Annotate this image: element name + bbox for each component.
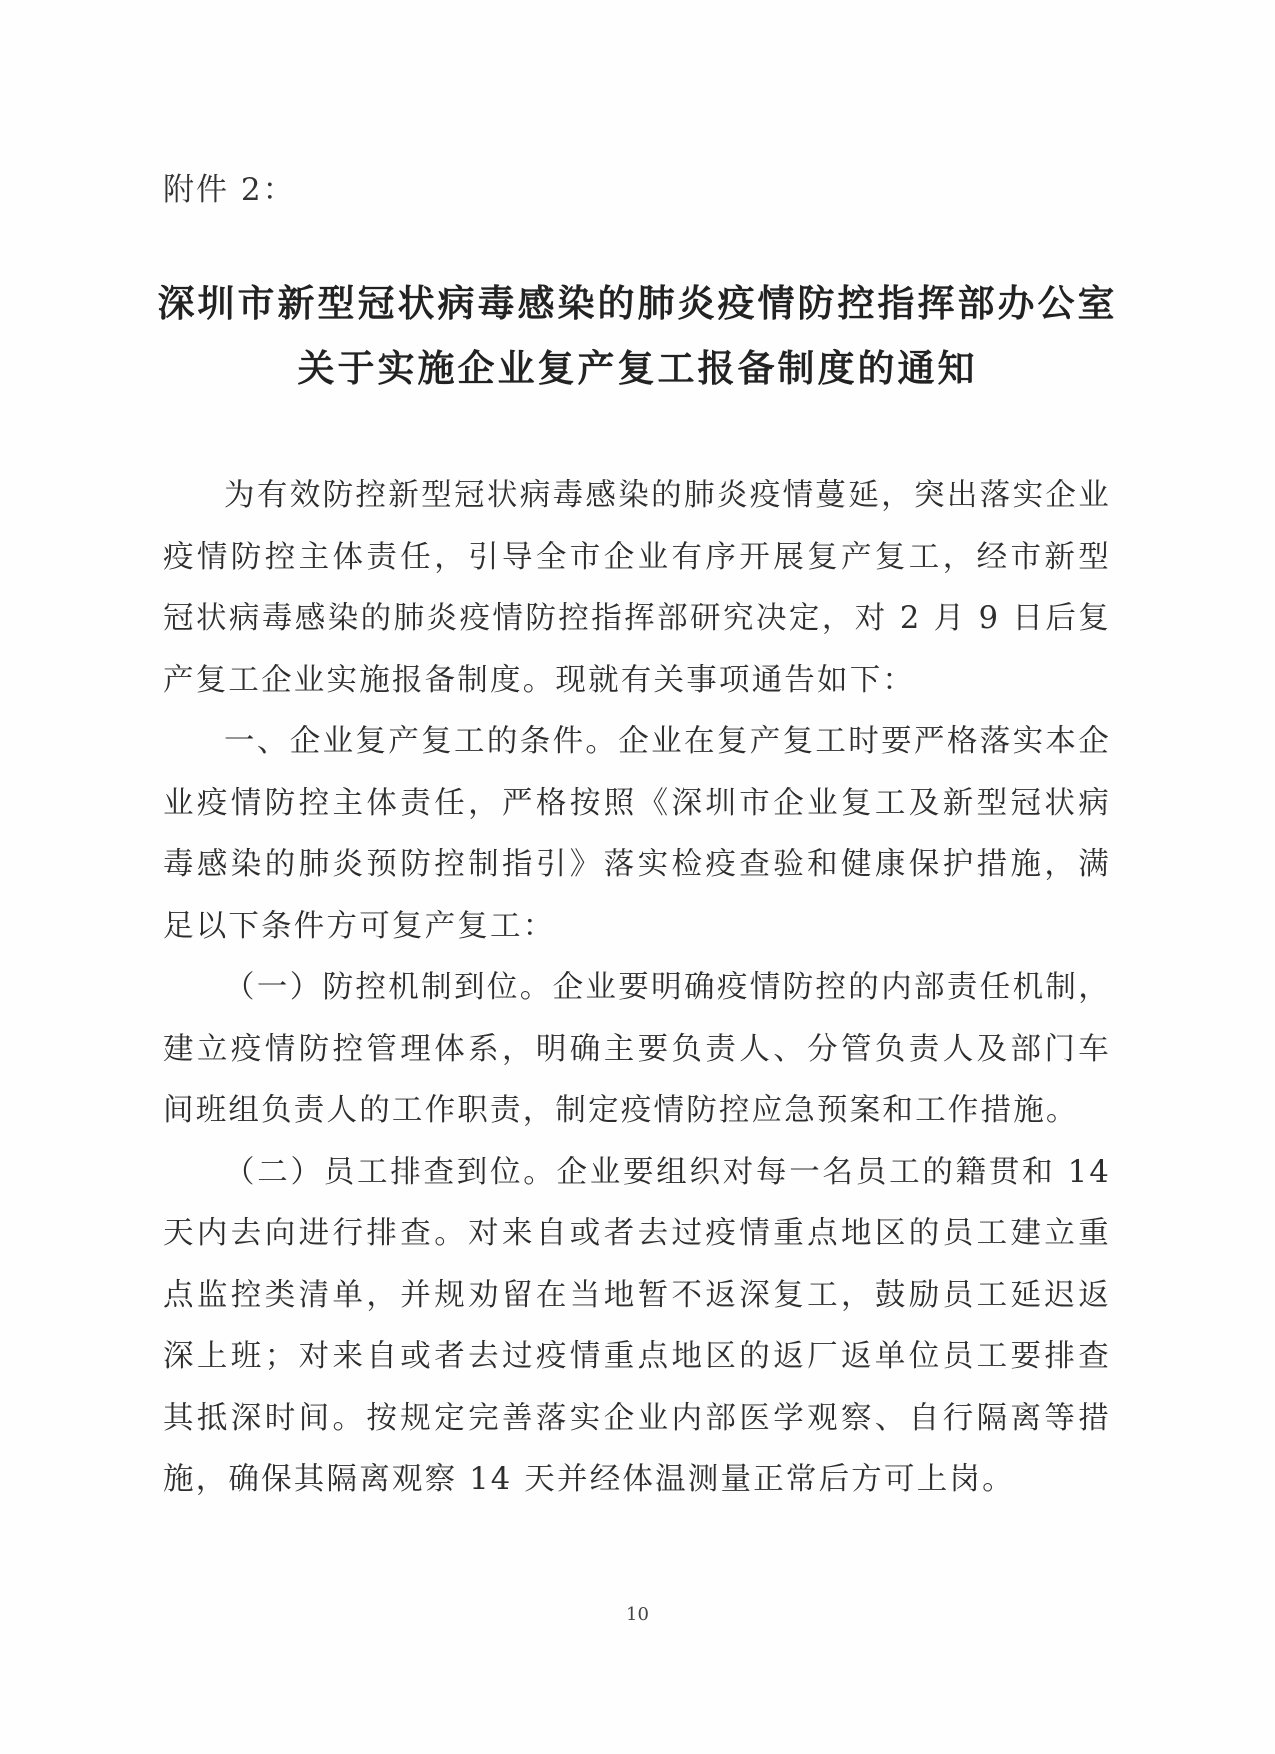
- paragraph-item-1: （一）防控机制到位。企业要明确疫情防控的内部责任机制，建立疫情防控管理体系，明确主要负责人、分管负责人及部门车间班组负责人的工作职责，制定疫情防控应急预案和工作措施。: [163, 970, 1111, 1128]
- page-number: 10: [626, 1604, 649, 1625]
- document-body: [163, 465, 1111, 1511]
- paragraph-section-1: 一、企业复产复工的条件。企业在复产复工时要严格落实本企业疫情防控主体责任，严格按照《深圳市企业复工及新型冠状病毒感染的肺炎预防控制指引》落实检疫查验和健康保护措施，满足以下条件方可复产复工：: [163, 724, 1111, 944]
- document-title-line-2: 关于实施企业复产复工报备制度的通知: [297, 347, 978, 390]
- paragraph-intro: 为有效防控新型冠状病毒感染的肺炎疫情蔓延，突出落实企业疫情防控主体责任，引导全市企业有序开展复产复工，经市新型冠状病毒感染的肺炎疫情防控指挥部研究决定，对 2 月 9 日后复产复工企业实施报备制度。现就有关事项通告如下：: [163, 478, 1111, 698]
- paragraph-item-2: （二）员工排查到位。企业要组织对每一名员工的籍贯和 14 天内去向进行排查。对来自或者去过疫情重点地区的员工建立重点监控类清单，并规劝留在当地暂不返深复工，鼓励员工延迟返深上班；对来自或者去过疫情重点地区的返厂返单位员工要排查其抵深时间。按规定完善落实企业内部医学观察、自行隔离等措施，确保其隔离观察 14 天并经体温测量正常后方可上岗。: [163, 1154, 1111, 1497]
- document-title-line-1: 深圳市新型冠状病毒感染的肺炎疫情防控指挥部办公室: [157, 282, 1118, 325]
- attachment-label: 附件 2：: [163, 172, 296, 208]
